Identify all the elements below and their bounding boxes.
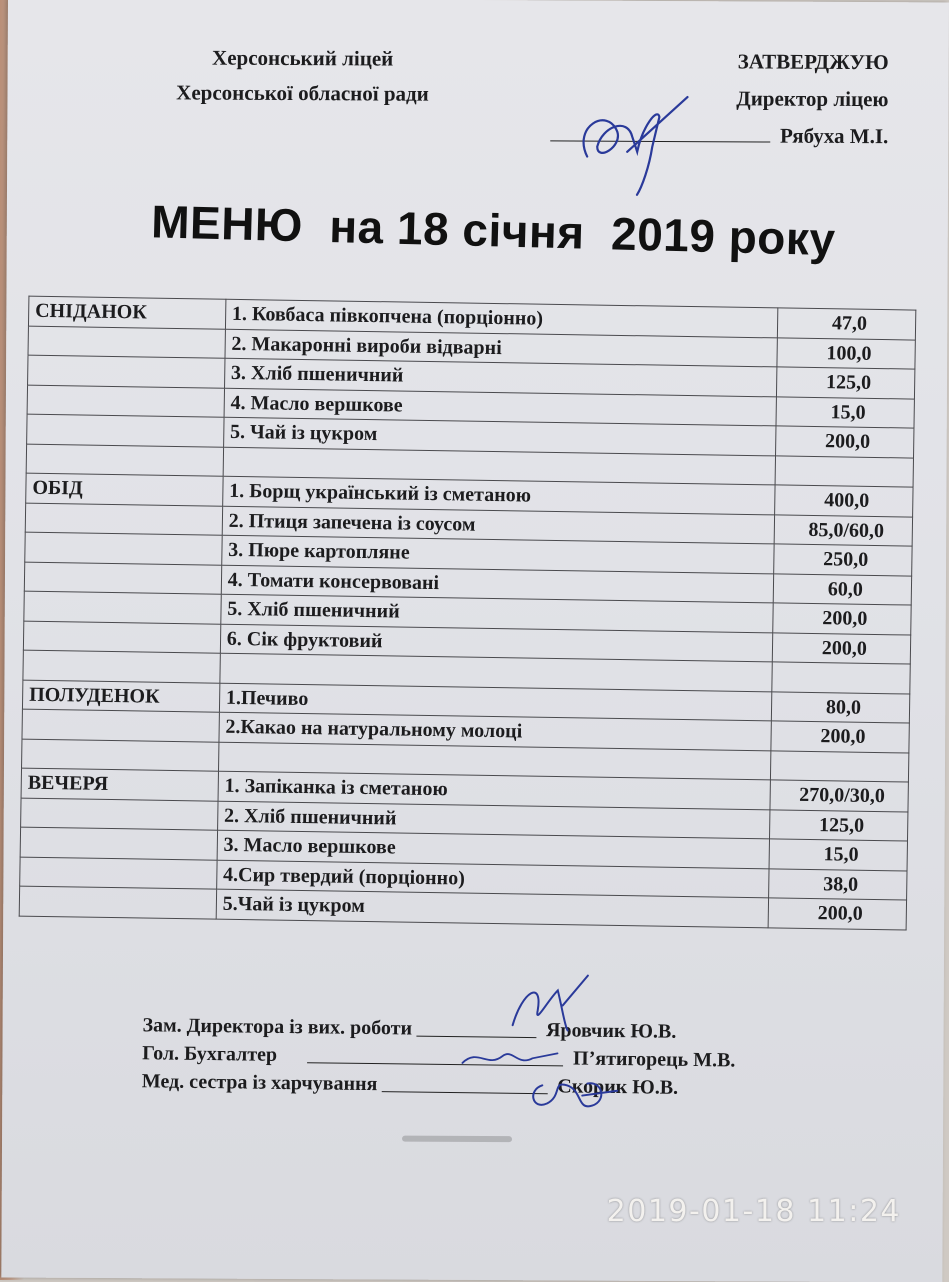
menu-item-cell: 3. Хліб пшеничний [224, 358, 776, 396]
menu-item-cell: 3. Масло вершкове [217, 830, 769, 868]
deputy-signature [503, 970, 603, 1041]
menu-category-cell: СНІДАНОК [28, 296, 225, 329]
page-title: МЕНЮ на 18 січня 2019 року [150, 195, 837, 266]
menu-quantity-cell: 200,0 [772, 603, 911, 635]
signer-name: П’ятигорець М.В. [572, 1047, 736, 1072]
menu-item-cell: 2. Хліб пшеничний [217, 801, 769, 839]
menu-item-cell: 4.Сир твердий (порціонно) [216, 860, 768, 898]
menu-quantity-cell: 250,0 [773, 544, 912, 576]
menu-item-cell: 5. Хліб пшеничний [221, 594, 773, 632]
signer-role: Гол. Бухгалтер [142, 1042, 278, 1066]
menu-category-cell: ПОЛУДЕНОК [22, 680, 219, 713]
signatures-footer [142, 1011, 736, 1102]
menu-quantity-cell: 270,0/30,0 [770, 780, 909, 812]
menu-category-cell [21, 798, 218, 831]
menu-quantity-cell [772, 662, 911, 694]
menu-quantity-cell: 200,0 [772, 632, 911, 664]
menu-item-cell: 2.Какао на натуральному молоці [219, 712, 771, 750]
photo-timestamp: 2019-01-18 11:24 [606, 1194, 901, 1229]
menu-category-cell [26, 444, 223, 477]
menu-category-cell [23, 650, 220, 683]
menu-category-cell [23, 621, 220, 654]
smudge-mark [402, 1136, 512, 1143]
signer-row [142, 1067, 736, 1102]
signer-name: Скорик Ю.В. [557, 1075, 679, 1099]
menu-category-cell [28, 326, 225, 359]
menu-quantity-cell: 200,0 [775, 426, 914, 458]
menu-item-cell: 3. Пюре картопляне [222, 535, 774, 573]
menu-quantity-cell [770, 750, 909, 782]
menu-item-cell: 4. Масло вершкове [224, 388, 776, 426]
menu-category-cell [20, 827, 217, 860]
menu-category-cell [24, 591, 221, 624]
signer-name: Яровчик Ю.В. [545, 1019, 677, 1043]
menu-category-cell [22, 709, 219, 742]
menu-quantity-cell: 15,0 [769, 839, 908, 871]
menu-item-cell: 5.Чай із цукром [216, 889, 768, 927]
school-line-2: Херсонської обласної ради [176, 80, 429, 106]
menu-category-cell [27, 414, 224, 447]
school-line-1: Херсонський ліцей [212, 45, 394, 71]
nurse-signature [522, 1055, 622, 1116]
menu-quantity-cell: 60,0 [773, 573, 912, 605]
menu-table [19, 296, 917, 930]
menu-quantity-cell: 47,0 [777, 308, 916, 340]
menu-quantity-cell: 400,0 [774, 485, 913, 517]
signer-role: Зам. Директора із вих. роботи [142, 1014, 413, 1040]
director-name: Рябуха М.І. [779, 123, 889, 149]
director-signature [567, 86, 698, 197]
menu-item-cell: 2. Макаронні вироби відварні [225, 329, 777, 367]
menu-item-cell: 2. Птиця запечена із соусом [222, 506, 774, 544]
menu-item-cell: 6. Сік фруктовий [220, 624, 772, 662]
menu-quantity-cell: 38,0 [768, 868, 907, 900]
menu-quantity-cell: 200,0 [768, 898, 907, 930]
menu-quantity-cell: 125,0 [776, 367, 915, 399]
menu-item-cell: 1. Борщ український із сметаною [222, 476, 774, 514]
menu-sheet [1, 0, 949, 1282]
menu-quantity-cell: 80,0 [771, 691, 910, 723]
signer-role: Мед. сестра із харчування [141, 1070, 378, 1096]
menu-category-cell [28, 355, 225, 388]
menu-category-cell: ВЕЧЕРЯ [21, 768, 218, 801]
menu-quantity-cell: 125,0 [769, 809, 908, 841]
menu-item-cell: 1. Ковбаса півкопчена (порціонно) [225, 299, 777, 337]
menu-category-cell [20, 857, 217, 890]
menu-quantity-cell: 15,0 [776, 396, 915, 428]
menu-quantity-cell [775, 455, 914, 487]
menu-item-cell: 1. Запіканка із сметаною [218, 771, 770, 809]
menu-category-cell [24, 562, 221, 595]
menu-item-cell: 5. Чай із цукром [223, 417, 775, 455]
menu-quantity-cell: 100,0 [777, 337, 916, 369]
menu-quantity-cell: 200,0 [771, 721, 910, 753]
menu-category-cell [22, 739, 219, 772]
menu-category-cell [25, 503, 222, 536]
menu-quantity-cell: 85,0/60,0 [774, 514, 913, 546]
menu-item-cell: 4. Томати консервовані [221, 565, 773, 603]
school-name [92, 40, 512, 112]
approve-label: ЗАТВЕРДЖУЮ [737, 49, 889, 75]
menu-category-cell [19, 886, 216, 919]
menu-category-cell [27, 385, 224, 418]
menu-category-cell: ОБІД [26, 473, 223, 506]
director-title: Директор ліцею [736, 86, 889, 112]
menu-item-cell: 1.Печиво [219, 683, 771, 721]
menu-category-cell [25, 532, 222, 565]
